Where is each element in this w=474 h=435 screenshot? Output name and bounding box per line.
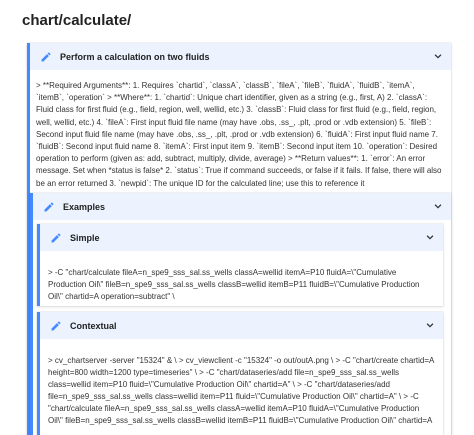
simple-example-header[interactable] [40,224,443,251]
pencil-icon [43,201,55,213]
simple-example-code: > -C "chart/calculate fileA=n_spe9_sss_sal.ss_wells classA=wellid itemA=P10 fluidA=\"Cumulative Production Oil\" fileB=n_spe9_sss_sal.ss_wells classB=wellid itemB=P11 fluidB=\"Cumulative Production Oil\" chartid=A operation=subtract" \ [48,268,420,301]
pencil-icon [50,320,62,332]
calculation-description: > **Required Arguments**: 1. Requires `chartid`, `classA`, `classB`, `fileA`, `fileB`, `fluidA`, `fluidB`, `itemA`, `itemB`, `operation` > **Where**: 1. `chartid`: Unique chart identifier, given as a string (e.g., first, A) 2. `classA`: Fluid class for first fluid (e.g., field, region, well, wellid, etc.) 3. `classB`: Fluid class for first fluid (e.g., field, region, well, wellid, etc.) 4. `fileA`: First input fluid file name (may have .obs, .ss_, .plt, .prod or .vdb extension) 5. `fileB`: Second input fluid file name (may have .obs, .ss_, .plt, .prod or .vdb extension) 6. `fluidA`: First input fluid name 7. `fluidB`: Second input fluid name 8. `itemA`: First input item 9. `itemB`: Second input item 10. `operation`: Desired operation to perform (given as: add, subtract, multiply, divide, average) > **Return values**: 1. `error`: An error message. Set when *status is false* 2. `status`: True if command succeeds, or false if it fails. If false, there will also be an error returned 3. `newpid`: The unique ID for the calculated line; use this to reference it [36,81,442,188]
examples-admonition-title: Examples [63,201,106,212]
examples-admonition-header[interactable] [33,193,451,220]
simple-example-title: Simple [70,232,100,243]
calculation-admonition-header[interactable] [30,43,451,70]
chevron-down-icon[interactable] [433,201,443,211]
contextual-example-code: > cv_chartserver -server "15324" & \ > cv_viewclient -c "15324" -o out/outA.png \ > -C "chart/create chartid=A height=800 width=1200 type=timeseries" \ > -C "chart/dataseries/add file=n_spe9_sss_sal.ss_wells class=wellid item=P10 fluid=\"Cumulative Production Oil\" chartid=A" \ > -C "chart/dataseries/add file=n_spe9_sss_sal.ss_wells class=wellid item=P11 fluid=\"Cumulative Production Oil\" chartid=A" \ > -C "chart/calculate fileA=n_spe9_sss_sal.ss_wells classA=wellid itemA=P10 fluidA=\"Cumulative Production Oil\" fileB=n_spe9_sss_sal.ss_wells classB=wellid itemB=P11 fluidB=\"Cumulative Production Oil\" chartid=A [48,356,434,425]
contextual-example-title: Contextual [70,320,117,331]
page-title: chart/calculate/ [22,12,132,29]
contextual-example-header[interactable] [40,312,443,339]
chevron-down-icon[interactable] [425,232,435,242]
pencil-icon [40,51,52,63]
pencil-icon [50,232,62,244]
simple-example-admonition [37,224,443,306]
contextual-example-admonition [37,312,443,435]
chevron-down-icon[interactable] [425,320,435,330]
calculation-admonition-title: Perform a calculation on two fluids [60,51,210,62]
chevron-down-icon[interactable] [433,51,443,61]
